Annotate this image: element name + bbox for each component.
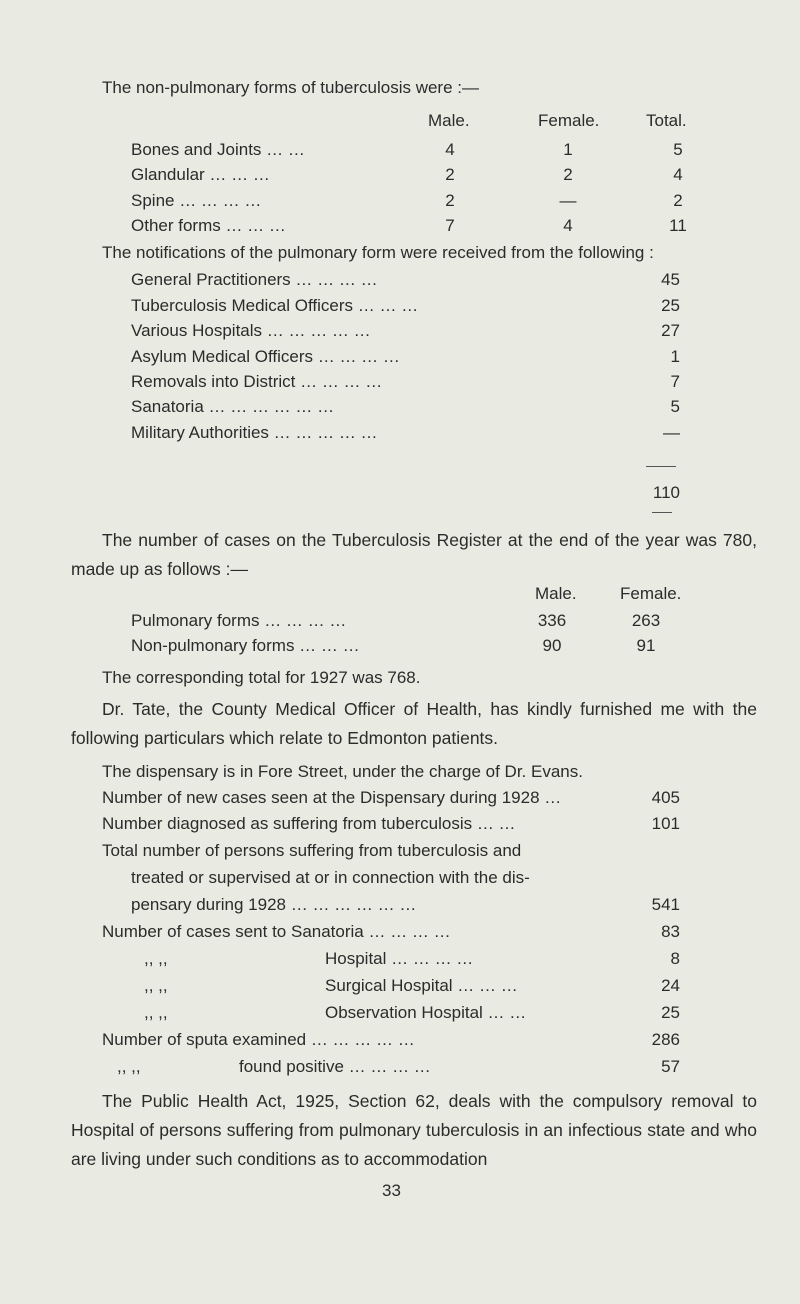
sent-surgical-value: 24 bbox=[661, 976, 680, 995]
sent-surgical-label: Surgical Hospital … … … bbox=[325, 976, 518, 995]
cell-male: 4 bbox=[445, 140, 455, 159]
register-female: 91 bbox=[636, 636, 656, 655]
row-label: Glandular … … … bbox=[131, 165, 270, 184]
register-male: 90 bbox=[542, 636, 562, 655]
notification-count: 45 bbox=[661, 270, 680, 289]
notification-count: 7 bbox=[670, 372, 680, 391]
sent-observation-label: Observation Hospital … … bbox=[325, 1003, 527, 1022]
positive-value: 57 bbox=[661, 1057, 680, 1076]
cell-total: 11 bbox=[669, 216, 687, 235]
ditto-marks: ,, ,, bbox=[117, 1057, 141, 1076]
dispensary-diagnosed-label: Number diagnosed as suffering from tuberculosis … … bbox=[102, 814, 516, 833]
notification-source: Various Hospitals … … … … … bbox=[131, 321, 371, 340]
notifications-total: 110 bbox=[652, 483, 680, 502]
dispensary-total-line3: pensary during 1928 … … … … … … bbox=[131, 895, 417, 914]
cell-total: 2 bbox=[673, 191, 683, 210]
notification-source: Tuberculosis Medical Officers … … … bbox=[131, 296, 419, 315]
page-number: 33 bbox=[382, 1181, 401, 1200]
dispensary-new-cases-value: 405 bbox=[651, 788, 680, 807]
register-female: 263 bbox=[631, 611, 661, 630]
sent-sanatoria-label: Number of cases sent to Sanatoria … … … … bbox=[102, 922, 451, 941]
row-label: Other forms … … … bbox=[131, 216, 286, 235]
dispensary-new-cases-label: Number of new cases seen at the Dispensary during 1928 … bbox=[102, 788, 562, 807]
cell-female: — bbox=[559, 191, 577, 210]
dispensary-total-line1: Total number of persons suffering from tuberculosis and bbox=[102, 841, 522, 860]
cell-male: 2 bbox=[445, 191, 455, 210]
row-label: Bones and Joints … … bbox=[131, 140, 305, 159]
positive-label: found positive … … … … bbox=[239, 1057, 431, 1076]
notification-count: — bbox=[663, 423, 680, 442]
row-label: Spine … … … … bbox=[131, 191, 262, 210]
col-header-female: Female. bbox=[538, 111, 600, 130]
sent-sanatoria-value: 83 bbox=[661, 922, 680, 941]
cell-total: 4 bbox=[673, 165, 683, 184]
notifications-heading: The notifications of the pulmonary form were received from the following : bbox=[102, 243, 654, 262]
dispensary-total-line2: treated or supervised at or in connection with the dis- bbox=[131, 868, 530, 887]
ditto-marks: ,, ,, bbox=[144, 976, 168, 995]
cell-female: 1 bbox=[563, 140, 573, 159]
dispensary-total-value: 541 bbox=[651, 895, 680, 914]
dispensary-intro: The dispensary is in Fore Street, under the charge of Dr. Evans. bbox=[102, 762, 583, 781]
notification-source: Asylum Medical Officers … … … … bbox=[131, 347, 400, 366]
tate-paragraph: Dr. Tate, the County Medical Officer of Health, has kindly furnished me with the following particulars which relate to Edmonton patients. bbox=[71, 699, 757, 748]
cell-total: 5 bbox=[673, 140, 683, 159]
cell-male: 7 bbox=[445, 216, 455, 235]
cell-female: 4 bbox=[563, 216, 573, 235]
notification-count: 5 bbox=[670, 397, 680, 416]
register-col-male: Male. bbox=[535, 584, 577, 603]
sputa-label: Number of sputa examined … … … … … bbox=[102, 1030, 415, 1049]
dispensary-diagnosed-value: 101 bbox=[651, 814, 680, 833]
register-intro: The number of cases on the Tuberculosis Register at the end of the year was 780, made up as follows :— bbox=[71, 530, 757, 579]
register-col-female: Female. bbox=[620, 584, 682, 603]
corresponding-total: The corresponding total for 1927 was 768. bbox=[102, 668, 421, 687]
notification-count: 25 bbox=[661, 296, 680, 315]
sent-hospital-label: Hospital … … … … bbox=[325, 949, 474, 968]
cell-female: 2 bbox=[563, 165, 573, 184]
notification-count: 1 bbox=[670, 347, 680, 366]
register-male: 336 bbox=[537, 611, 567, 630]
total-rule-bottom bbox=[652, 512, 672, 513]
notification-source: Sanatoria … … … … … … bbox=[131, 397, 335, 416]
public-health-paragraph: The Public Health Act, 1925, Section 62, deals with the compulsory removal to Hospital of persons suffering from pulmonary tuberculosis in an infectious state and who are living under such conditions as to accommodation bbox=[71, 1091, 757, 1169]
register-row-label: Non-pulmonary forms … … … bbox=[131, 636, 360, 655]
cell-male: 2 bbox=[445, 165, 455, 184]
ditto-marks: ,, ,, bbox=[144, 1003, 168, 1022]
notification-count: 27 bbox=[661, 321, 680, 340]
col-header-male: Male. bbox=[428, 111, 470, 130]
notification-source: General Practitioners … … … … bbox=[131, 270, 378, 289]
col-header-total: Total. bbox=[646, 111, 687, 130]
ditto-marks: ,, ,, bbox=[144, 949, 168, 968]
notification-source: Removals into District … … … … bbox=[131, 372, 383, 391]
non-pulmonary-heading: The non-pulmonary forms of tuberculosis were :— bbox=[102, 78, 479, 97]
total-rule-top bbox=[646, 466, 676, 467]
register-row-label: Pulmonary forms … … … … bbox=[131, 611, 347, 630]
sent-hospital-value: 8 bbox=[670, 949, 680, 968]
sent-observation-value: 25 bbox=[661, 1003, 680, 1022]
sputa-value: 286 bbox=[651, 1030, 680, 1049]
notification-source: Military Authorities … … … … … bbox=[131, 423, 378, 442]
